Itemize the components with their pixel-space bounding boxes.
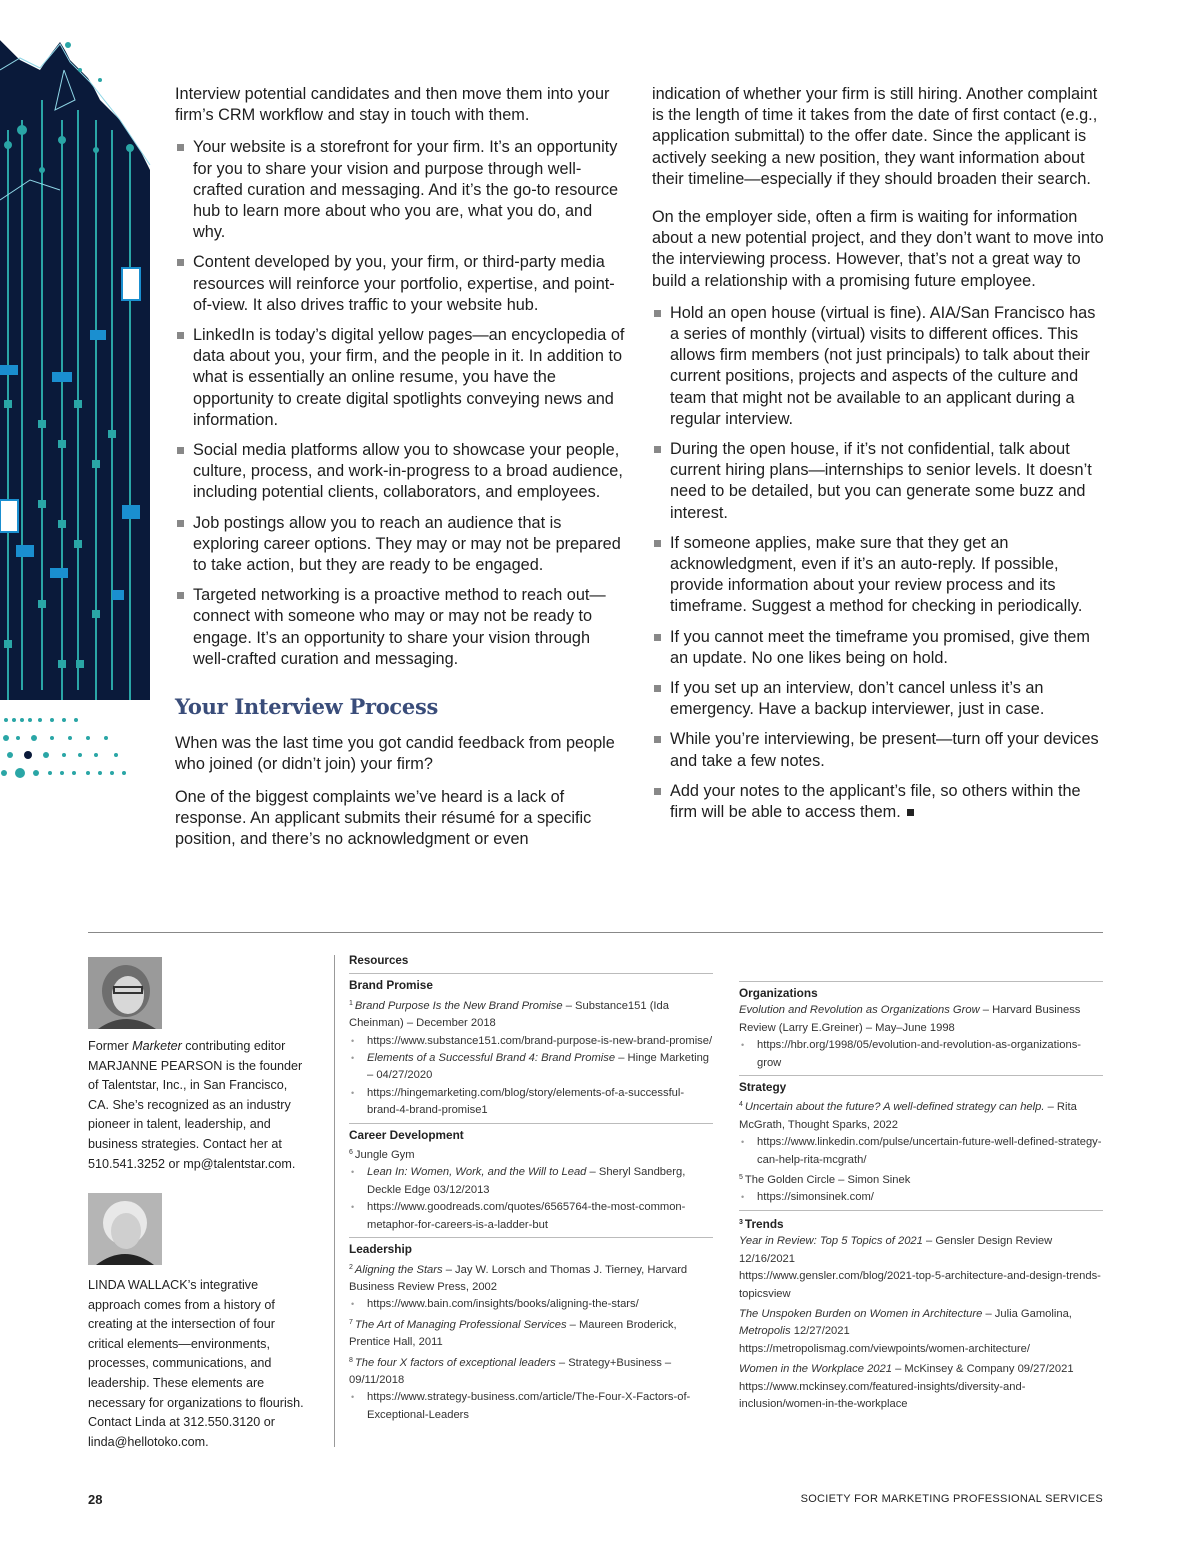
publisher-name: SOCIETY FOR MARKETING PROFESSIONAL SERVICES — [800, 1493, 1103, 1505]
section-heading: Your Interview Process — [175, 694, 439, 720]
body-paragraph: When was the last time you got candid feedback from people who joined (or didn’t join) your firm? — [175, 734, 615, 774]
list-item: If someone applies, make sure that they get an acknowledgment, even if it’s an auto-reply. If possible, provide information about your review process and its timeframe. Suggest a method for checking in periodically. — [652, 533, 1104, 618]
resource-link[interactable]: https://metropolismag.com/viewpoints/women-architecture/ — [739, 1342, 1030, 1355]
author-bio-marjanne: Former Marketer contributing editor MARJANNE PEARSON is the founder of Talentstar, Inc., in San Francisco, CA. She’s recognized as an industry pioneer in talent, leadership, and business strategies. Contact her at 510.541.3252 or mp@talentstar.com. — [88, 1039, 303, 1171]
resource-link[interactable]: • https://hingemarketing.com/blog/story/elements-of-a-successful-brand-4-brand-promise1 — [349, 1085, 713, 1120]
intro-paragraph: Interview potential candidates and then move them into your firm’s CRM workflow and stay in touch with them. — [175, 85, 610, 125]
list-item: LinkedIn is today’s digital yellow pages—an encyclopedia of data about you, your firm, and the people in it. In addition to what is essentially an online resume, you have the opportunity to create digital spotlights conveying news and information. — [175, 325, 627, 431]
end-mark-icon — [907, 809, 914, 816]
list-item: Content developed by you, your firm, or third-party media resources will reinforce your portfolio, expertise, and point-of-view. It also drives traffic to your website hub. — [175, 252, 627, 316]
resource-link[interactable]: https://www.gensler.com/blog/2021-top-5-architecture-and-design-trends-topicsview — [739, 1270, 1101, 1300]
resource-section-strategy: Strategy $^4$ Uncertain about the future? A well-defined strategy can help. – Rita McGrath, Thought Sparks, 2022 • https://www.linkedin.com/pulse/uncertain-future-well-defined-strategy-can-help-rita-mcgrath/ $^5$ The Golden Circle – Simon Sinek • https://simonsinek.com/ — [739, 1075, 1103, 1207]
author-bio-linda: LINDA WALLACK’s integrative approach comes from a history of creating at the intersection of four critical elements—environments, processes, communications, and leadership. These elements are necessary for organizations to flourish. Contact Linda at 312.550.3120 or linda@hellotoko.com. — [88, 1278, 304, 1449]
resource-link[interactable]: https://www.mckinsey.com/featured-insights/diversity-and-inclusion/women-in-the-workplace — [739, 1380, 1026, 1410]
author-photo-linda — [88, 1193, 162, 1265]
list-item — [652, 781, 1104, 823]
resource-section-organizations: Organizations Evolution and Revolution as Organizations Grow – Harvard Business Review (Larry E.Greiner) – May–June 1998 • https://hbr.org/1998/05/evolution-and-revolution-as-organizations-grow — [739, 981, 1103, 1072]
list-item: If you set up an interview, don’t cancel unless it’s an emergency. Have a backup interviewer, just in case. — [652, 678, 1104, 720]
resource-link[interactable]: • https://www.goodreads.com/quotes/6565764-the-most-common-metaphor-for-careers-is-a-ladder-but — [349, 1199, 713, 1234]
tips-list — [652, 303, 1104, 823]
list-item: If you cannot meet the timeframe you promised, give them an update. No one likes being on hold. — [652, 627, 1104, 669]
body-paragraph: indication of whether your firm is still hiring. Another complaint is the length of time it takes from the date of first contact (e.g., application submittal) to the offer date. Since the applicant is actively seeking a new position, they want information about their timeline—especially if they should broaden their search. — [652, 85, 1098, 188]
list-item: Job postings allow you to reach an audience that is exploring career options. They may or may not be prepared to take action, but they are ready to be engaged. — [175, 513, 627, 577]
list-item: While you’re interviewing, be present—turn off your devices and take a few notes. — [652, 729, 1104, 771]
page-number: 28 — [88, 1492, 103, 1507]
left-text-column — [175, 84, 627, 861]
resources-title: Resources — [349, 954, 409, 967]
divider — [88, 932, 1103, 933]
list-item: Targeted networking is a proactive method to reach out—connect with someone who may or may not be ready to engage. It’s an opportunity to share your vision through well-crafted curation and messaging. — [175, 585, 627, 670]
list-item: Hold an open house (virtual is fine). AIA/San Francisco has a series of monthly (virtual) visits to different offices. This allows firm members (not just principals) to talk about their current positions, projects and aspects of the culture and team that might not be available to an applicant during a regular interview. — [652, 303, 1104, 430]
resource-link[interactable]: • https://www.bain.com/insights/books/aligning-the-stars/ — [349, 1296, 713, 1313]
resource-section-career: Career Development $^6$ Jungle Gym • Lean In: Women, Work, and the Will to Lead – Sheryl Sandberg, Deckle Edge 03/12/2013 • https://www.goodreads.com/quotes/6565764-the-most-common-metaphor-for-careers-is-a-ladder-but — [349, 1123, 713, 1234]
resource-link[interactable]: • https://simonsinek.com/ — [739, 1189, 1103, 1206]
list-item-text: Add your notes to the applicant’s file, so others within the firm will be able to access them. — [670, 781, 1081, 822]
body-paragraph: One of the biggest complaints we’ve heard is a lack of response. An applicant submits their résumé for a specific position, and there’s no acknowledgment or even — [175, 787, 592, 849]
list-item: Your website is a storefront for your firm. It’s an opportunity for you to share your vision and purpose through well-crafted curation and messaging. And it’s the go-to resource hub to learn more about who you are, what you do, and why. — [175, 137, 627, 243]
magazine-name: Marketer — [132, 1039, 182, 1053]
resource-section-trends: $^3$ Trends Year in Review: Top 5 Topics of 2021 – Gensler Design Review 12/16/2021 https://www.gensler.com/blog/2021-top-5-architecture-and-design-trends-topicsview The Unspoken Burden on Women in Architecture – Julia Gamolina, Metropolis 12/27/2021 https://metropolismag.com/viewpoints/women-architecture/ Women in the Workplace 2021 – McKinsey & Company 09/27/2021 https://www.mckinsey.com/featured-insights/diversity-and-inclusion/women-in-the-workplace — [739, 1210, 1103, 1413]
vertical-divider — [334, 955, 335, 1447]
resource-section-leadership: Leadership $^2$ Aligning the Stars – Jay W. Lorsch and Thomas J. Tierney, Harvard Business Review Press, 2002 • https://www.bain.com/insights/books/aligning-the-stars/ $^7$ The Art of Managing Professional Services – Maureen Broderick, Prentice Hall, 2011 $^8$ The four X factors of exceptional leaders – Strategy+Business – 09/11/2018 • https://www.strategy-business.com/article/The-Four-X-Factors-of-Exceptional-Leaders — [349, 1237, 713, 1424]
right-text-column — [652, 84, 1104, 833]
list-item: Social media platforms allow you to showcase your people, culture, process, and work-in-progress to a broad audience, including potential clients, collaborators, and employees. — [175, 440, 627, 504]
body-paragraph: On the employer side, often a firm is waiting for information about a new potential project, and they don’t want to move into the interviewing process. However, that’s not a great way to build a relationship with a promising future employee. — [652, 208, 1104, 290]
resource-link[interactable]: • https://hbr.org/1998/05/evolution-and-revolution-as-organizations-grow — [739, 1037, 1103, 1072]
resources-left — [349, 952, 713, 1424]
resources-right — [739, 978, 1103, 1413]
decorative-network-graphic — [0, 0, 160, 800]
resource-link[interactable]: • https://www.linkedin.com/pulse/uncertain-future-well-defined-strategy-can-help-rita-mcgrath/ — [739, 1134, 1103, 1169]
resource-link[interactable]: • https://www.strategy-business.com/article/The-Four-X-Factors-of-Exceptional-Leaders — [349, 1389, 713, 1424]
resource-section-brand: Brand Promise $^1$ Brand Purpose Is the New Brand Promise – Substance151 (Ida Cheinman) – December 2018 • https://www.substance151.com/brand-purpose-is-new-brand-promise/ • Elements of a Successful Brand 4: Brand Promise – Hinge Marketing – 04/27/2020 • https://hingemarketing.com/blog/story/elements-of-a-successful-brand-4-brand-promise1 — [349, 973, 713, 1119]
resource-link[interactable]: • https://www.substance151.com/brand-purpose-is-new-brand-promise/ — [349, 1033, 713, 1050]
list-item: During the open house, if it’s not confidential, talk about current hiring plans—internships to senior levels. It doesn’t need to be detailed, but you can generate some buzz and interest. — [652, 439, 1104, 524]
channels-list — [175, 137, 627, 670]
author-photo-marjanne — [88, 957, 162, 1029]
